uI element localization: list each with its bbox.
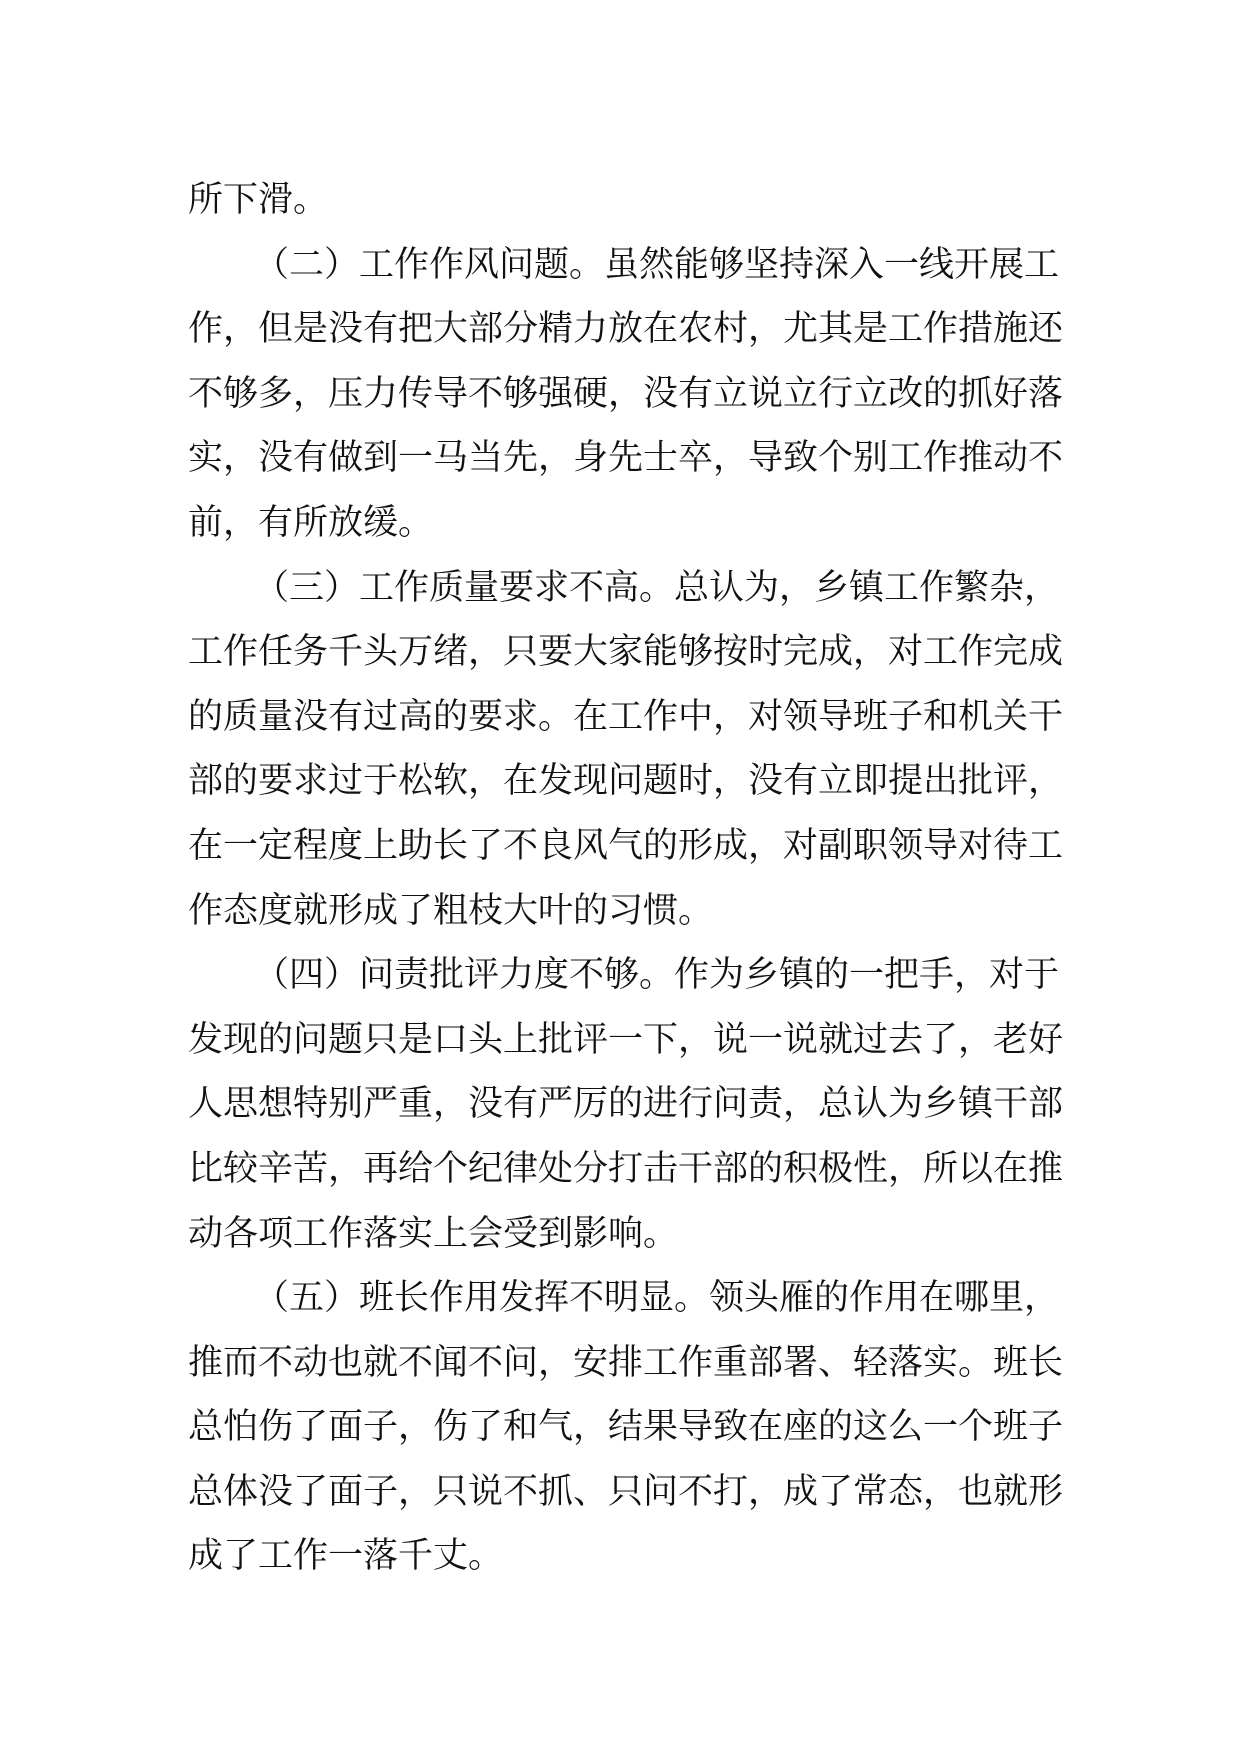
text-line: 前，有所放缓。 [188,502,434,543]
text-line: 总体没了面子，只说不抓、只问不打，成了常态，也就形 [188,1471,1064,1512]
text-line: 实，没有做到一马当先，身先士卒，导致个别工作推动不 [188,438,1064,479]
text-line: 动各项工作落实上会受到影响。 [188,1213,679,1254]
text-line: 的质量没有过高的要求。在工作中，对领导班子和机关干 [188,696,1064,737]
text-line: 工作任务千头万绪，只要大家能够按时完成，对工作完成 [188,632,1064,673]
text-line: 比较辛苦，再给个纪律处分打击干部的积极性，所以在推 [188,1148,1064,1189]
paragraph-heading-line: （五）班长作用发挥不明显。领头雁的作用在哪里， [254,1278,1060,1319]
text-line: 人思想特别严重，没有严厉的进行问责，总认为乡镇干部 [188,1084,1064,1125]
text-line: 在一定程度上助长了不良风气的形成，对副职领导对待工 [188,825,1064,866]
text-line: 推而不动也就不闻不问，安排工作重部署、轻落实。班长 [188,1342,1064,1383]
text-line: 所下滑。 [188,180,329,220]
text-line: 作态度就形成了粗枝大叶的习惯。 [188,890,714,931]
paragraph-heading-line: （三）工作质量要求不高。总认为，乡镇工作繁杂， [254,567,1060,608]
text-line: 不够多，压力传导不够强硬，没有立说立行立改的抓好落 [188,373,1064,414]
text-line: 总怕伤了面子，伤了和气，结果导致在座的这么一个班子 [188,1407,1064,1448]
paragraph-heading-line: （二）工作作风问题。虽然能够坚持深入一线开展工 [254,244,1060,285]
paragraph-heading-line: （四）问责批评力度不够。作为乡镇的一把手，对于 [254,955,1060,996]
text-line: 发现的问题只是口头上批评一下，说一说就过去了，老好 [188,1019,1064,1060]
text-line: 成了工作一落千丈。 [188,1536,504,1577]
body-text [188,168,1064,1589]
text-line: 部的要求过于松软，在发现问题时，没有立即提出批评， [188,761,1064,802]
text-line: 作，但是没有把大部分精力放在农村，尤其是工作措施还 [188,309,1064,350]
